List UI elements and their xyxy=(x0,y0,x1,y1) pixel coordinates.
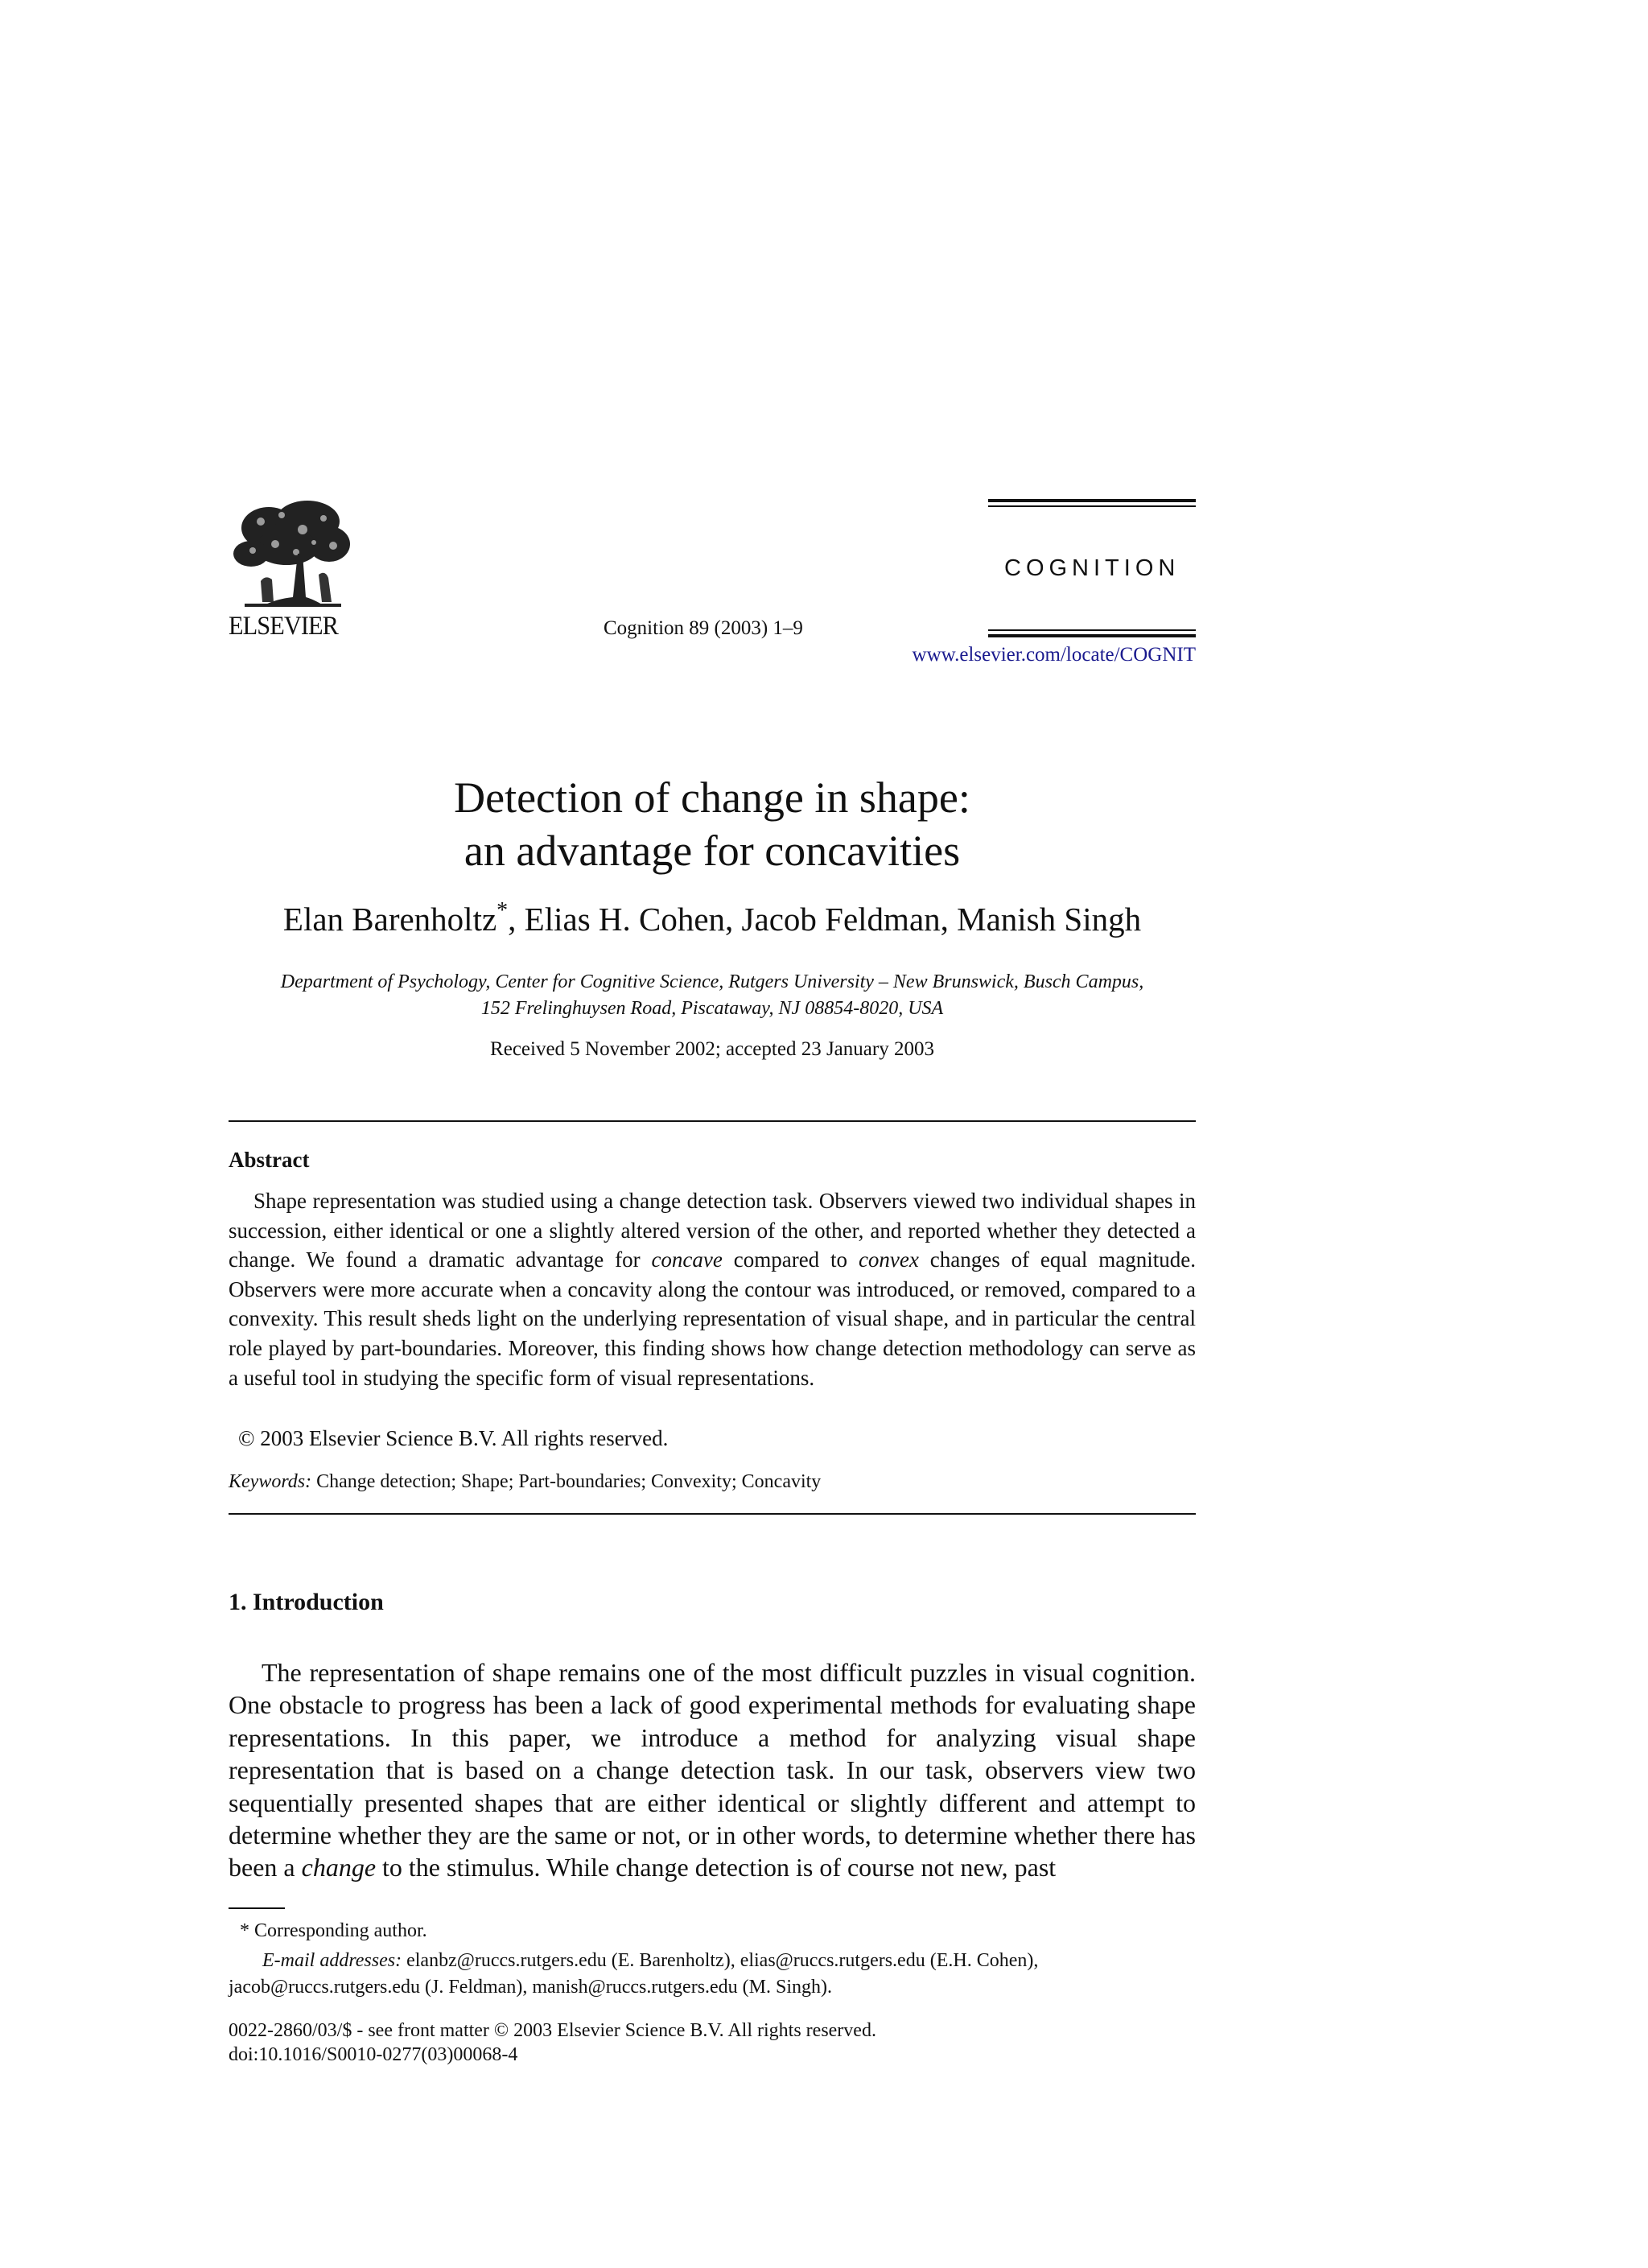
abstract-text xyxy=(229,1186,1196,1392)
received-dates: Received 5 November 2002; accepted 23 January 2003 xyxy=(490,1038,934,1060)
author-first: Elan Barenholtz xyxy=(282,901,497,938)
author-list xyxy=(229,898,1196,938)
title-line-1: Detection of change in shape: xyxy=(454,773,970,822)
affiliation-line-2: 152 Frelinghuysen Road, Piscataway, NJ 08854-8020, USA xyxy=(480,998,944,1019)
introduction-paragraph xyxy=(229,1656,1196,1884)
abstract-heading: Abstract xyxy=(229,1148,310,1172)
keywords xyxy=(229,1471,821,1493)
author-rest: , Elias H. Cohen, Jacob Feldman, Manish Singh xyxy=(508,901,1142,938)
front-matter-line: 0022-2860/03/$ - see front matter © 2003 Elsevier Science B.V. All rights reserved. xyxy=(229,2020,876,2041)
abstract-text-part: compared to xyxy=(722,1247,859,1272)
abstract-emphasis-convex: convex xyxy=(858,1247,919,1272)
abstract-text-part: changes of equal magnitude. Observers were more accurate when a concavity along the contour was introduced, or removed, compared to a convexity. This result sheds light on the underlying representation of visual shape, and in particular the central role played by part-boundaries. Moreover, this finding shows how change detection methodology can serve as a useful tool in studying the specific form of visual representations. xyxy=(229,1247,1196,1390)
abstract-emphasis-concave: concave xyxy=(651,1247,723,1272)
masthead-rule-bottom-thin xyxy=(988,629,1196,631)
abstract-rule-bottom xyxy=(229,1513,1196,1515)
journal-url-link[interactable]: www.elsevier.com/locate/COGNIT xyxy=(912,644,1196,666)
affiliation xyxy=(229,969,1196,1022)
journal-name: COGNITION xyxy=(1004,555,1180,581)
keywords-label: Keywords: xyxy=(229,1471,312,1492)
email-list: elanbz@ruccs.rutgers.edu (E. Barenholtz), elias@ruccs.rutgers.edu (E.H. Cohen), jacob@ruccs.rutgers.edu (J. Feldman), manish@ruccs.rutgers.edu (M. Singh). xyxy=(229,1950,1039,1998)
affiliation-line-1: Department of Psychology, Center for Cognitive Science, Rutgers University – New Brunswick, Busch Campus, xyxy=(280,971,1144,992)
masthead-rule-top-thin xyxy=(988,505,1196,507)
abstract-text-part: Shape representation was studied using a change detection task. Observers viewed two individual shapes in succession, either identical or one a slightly altered version of the other, and reported whether they detected a change. We found a dramatic advantage for xyxy=(229,1189,1196,1272)
intro-text-part: to the stimulus. While change detection is of course not new, past xyxy=(376,1853,1057,1882)
title-line-2: an advantage for concavities xyxy=(464,827,961,875)
email-label: E-mail addresses: xyxy=(262,1950,402,1971)
intro-text-part: The representation of shape remains one of the most difficult puzzles in visual cognition. One obstacle to progress has been a lack of good experimental methods for evaluating shape representations. In this paper, we introduce a method for analyzing visual shape representation that is based on a change detection task. In our task, observers view two sequentially presented shapes that are either identical or slightly different and attempt to determine whether they are the same or not, or in other words, to determine whether there has been a xyxy=(229,1658,1196,1882)
footnote-corresponding-author: * Corresponding author. xyxy=(240,1920,427,1941)
tree-emblem-icon xyxy=(229,497,354,610)
doi-line: doi:10.1016/S0010-0277(03)00068-4 xyxy=(229,2044,518,2065)
footnote-emails xyxy=(229,1948,1196,2001)
article-title xyxy=(229,771,1196,877)
section-heading-introduction: 1. Introduction xyxy=(229,1589,384,1615)
keywords-list: Change detection; Shape; Part-boundaries; Convexity; Concavity xyxy=(316,1471,822,1492)
intro-emphasis-change: change xyxy=(301,1853,377,1882)
footnote-rule xyxy=(229,1907,285,1909)
masthead-rule-bottom xyxy=(988,634,1196,637)
abstract-rule-top xyxy=(229,1120,1196,1122)
journal-citation: Cognition 89 (2003) 1–9 xyxy=(604,617,803,639)
masthead-rule-top xyxy=(988,499,1196,502)
abstract-copyright: © 2003 Elsevier Science B.V. All rights reserved. xyxy=(238,1426,669,1450)
corresponding-author-marker[interactable]: * xyxy=(496,898,509,923)
publisher-name: ELSEVIER xyxy=(229,612,339,641)
